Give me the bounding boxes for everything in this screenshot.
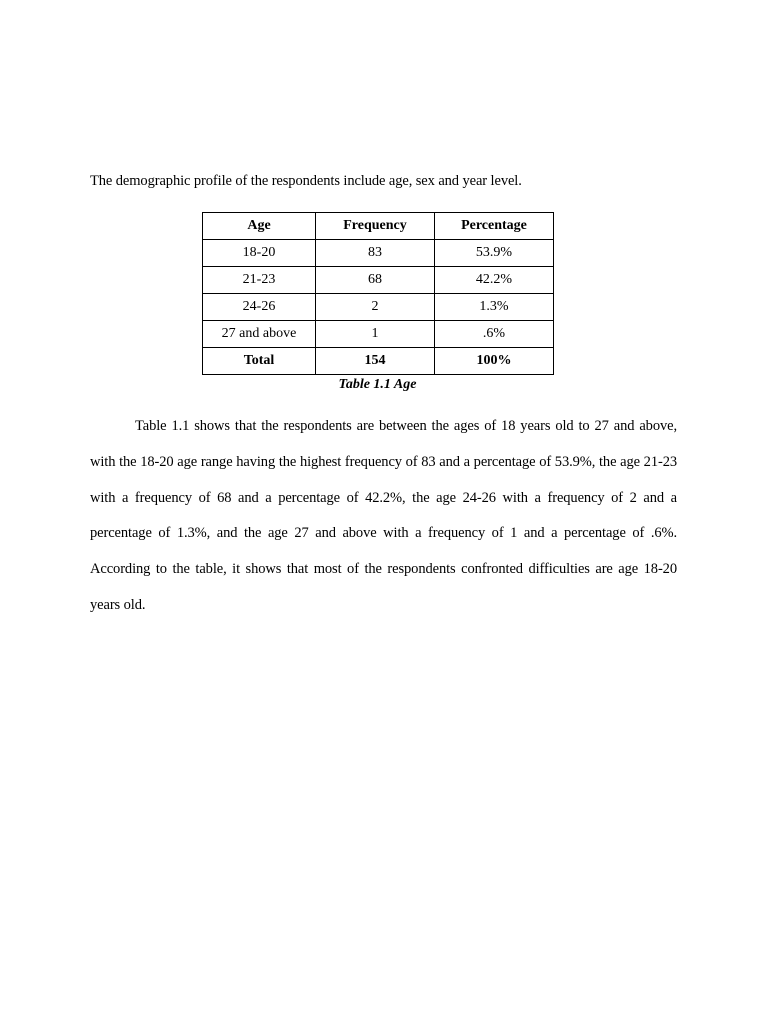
age-table (202, 212, 554, 375)
table-row (203, 321, 554, 348)
header-frequency: Frequency (316, 213, 435, 240)
cell-age: 21-23 (203, 267, 316, 294)
intro-text: The demographic profile of the respondents include age, sex and year level. (90, 173, 522, 189)
cell-percentage: .6% (435, 321, 554, 348)
cell-percentage: 42.2% (435, 267, 554, 294)
cell-age: 27 and above (203, 321, 316, 348)
cell-frequency: 83 (316, 240, 435, 267)
cell-frequency: 1 (316, 321, 435, 348)
total-label: Total (203, 348, 316, 375)
cell-percentage: 1.3% (435, 294, 554, 321)
total-percentage: 100% (435, 348, 554, 375)
age-table-container (202, 212, 553, 375)
table-header-row (203, 213, 554, 240)
total-frequency: 154 (316, 348, 435, 375)
table-row (203, 267, 554, 294)
table-row (203, 294, 554, 321)
header-age: Age (203, 213, 316, 240)
table-caption: Table 1.1 Age (338, 377, 417, 392)
table-total-row (203, 348, 554, 375)
header-percentage: Percentage (435, 213, 554, 240)
body-paragraph: Table 1.1 shows that the respondents are between the ages of 18 years old to 27 and above, with the 18-20 age range having the highest frequency of 83 and a percentage of 53.9%, the age 21-23 with a frequency of 68 and a percentage of 42.2%, the age 24-26 with a frequency of 2 and a percentage of 1.3%, and the age 27 and above with a frequency of 1 and a percentage of .6%. According to the table, it shows that most of the respondents confronted difficulties are age 18-20 years old. (90, 418, 677, 613)
cell-frequency: 2 (316, 294, 435, 321)
cell-frequency: 68 (316, 267, 435, 294)
table-row (203, 240, 554, 267)
cell-age: 18-20 (203, 240, 316, 267)
cell-age: 24-26 (203, 294, 316, 321)
cell-percentage: 53.9% (435, 240, 554, 267)
